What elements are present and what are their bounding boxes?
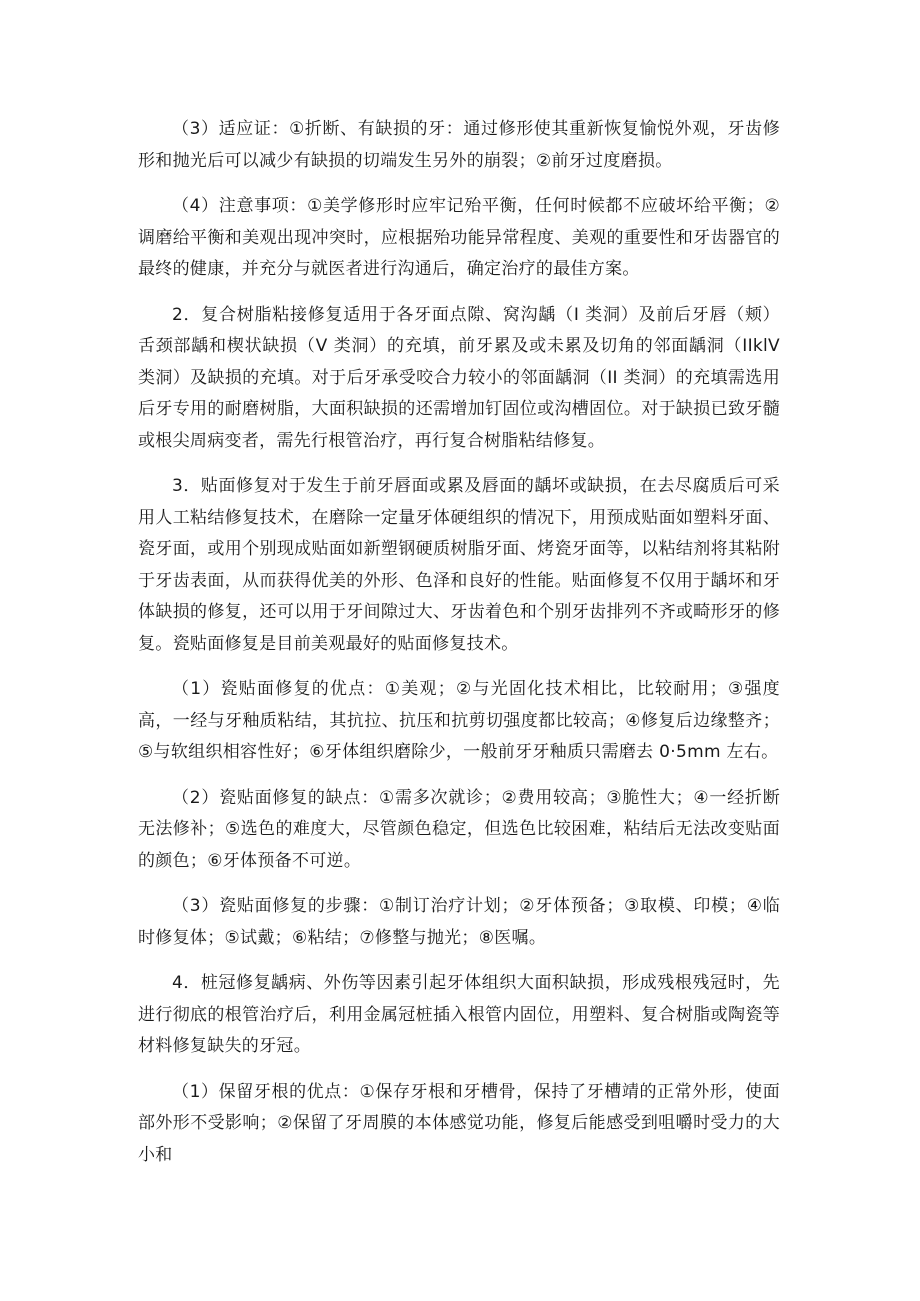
paragraph-gap — [138, 954, 780, 968]
paragraph-gap — [138, 660, 780, 674]
paragraph-root-retention: （1）保留牙根的优点：①保存牙根和牙槽骨，保持了牙槽靖的正常外形，使面部外形不受影响；②保留了牙周膜的本体感觉功能，修复后能感受到咀嚼时受力的大小和 — [138, 1081, 780, 1165]
paragraph-veneer-advantages: （1）瓷贴面修复的优点：①美观；②与光固化技术相比，比较耐用；③强度高，一经与牙釉质粘结，其抗拉、抗压和抗剪切强度都比较高；④修复后边缘整齐；⑤与软组织相容性好；⑥牙体组织磨除少，一般前牙牙釉质只需磨去 0·5mm 左右。 — [138, 679, 780, 762]
paragraph-gap — [138, 769, 780, 783]
paragraph-gap — [138, 177, 780, 191]
paragraph-veneer-steps: （3）瓷贴面修复的步骤：①制订治疗计划；②牙体预备；③取模、印模；④临时修复体；⑤试戴；⑥粘结；⑦修整与抛光；⑧医嘱。 — [138, 896, 780, 948]
paragraph-precautions: （4）注意事项：①美学修形时应牢记殆平衡，任何时候都不应破坏给平衡；②调磨给平衡和美观出现冲突时，应根据殆功能异常程度、美观的重要性和牙齿器官的最终的健康，并充分与就医者进行沟通后，确定治疗的最佳方案。 — [138, 196, 780, 279]
paragraph-veneer: 3．贴面修复对于发生于前牙唇面或累及唇面的龋坏或缺损，在去尽腐质后可采用人工粘结修复技术，在磨除一定量牙体硬组织的情况下，用预成贴面如塑料牙面、瓷牙面，或用个别现成贴面如新塑钢硬质树脂牙面、烤瓷牙面等，以粘结剂将其粘附于牙齿表面，从而获得优美的外形、色泽和良好的性能。贴面修复不仅用于龋坏和牙体缺损的修复，还可以用于牙间隙过大、牙齿着色和个别牙齿排列不齐或畸形牙的修复。瓷贴面修复是目前美观最好的贴面修复技术。 — [138, 476, 780, 654]
paragraph-post-crown: 4．桩冠修复龋病、外伤等因素引起牙体组织大面积缺损，形成残根残冠时，先进行彻底的根管治疗后，利用金属冠桩插入根管内固位，用塑料、复合树脂或陶瓷等材料修复缺失的牙冠。 — [138, 973, 780, 1056]
paragraph-indications: （3）适应证：①折断、有缺损的牙：通过修形使其重新恢复愉悦外观，牙齿修形和抛光后可以减少有缺损的切端发生另外的崩裂；②前牙过度磨损。 — [138, 119, 780, 171]
paragraph-composite-resin: 2．复合树脂粘接修复适用于各牙面点隙、窝沟龋（I 类洞）及前后牙唇（颊）舌颈部龋和楔状缺损（V 类洞）的充填，前牙累及或未累及切角的邻面龋洞（IIklV 类洞）及缺损的充填。对于后牙承受咬合力较小的邻面龋洞（II 类洞）的充填需选用后牙专用的耐磨树脂，大面积缺损的还需增加钉固位或沟槽固位。对于缺损已致牙髓或根尖周病变者，需先行根管治疗，再行复合树脂粘结修复。 — [138, 304, 780, 451]
paragraph-gap — [138, 457, 780, 471]
paragraph-veneer-disadvantages: （2）瓷贴面修复的缺点：①需多次就诊；②费用较高；③脆性大；④一经折断无法修补；⑤选色的难度大，尽管颜色稳定，但选色比较困难，粘结后无法改变贴面的颜色；⑥牙体预备不可逆。 — [138, 787, 780, 871]
paragraph-gap — [138, 286, 780, 300]
paragraph-gap — [138, 1063, 780, 1077]
paragraph-gap — [138, 877, 780, 891]
